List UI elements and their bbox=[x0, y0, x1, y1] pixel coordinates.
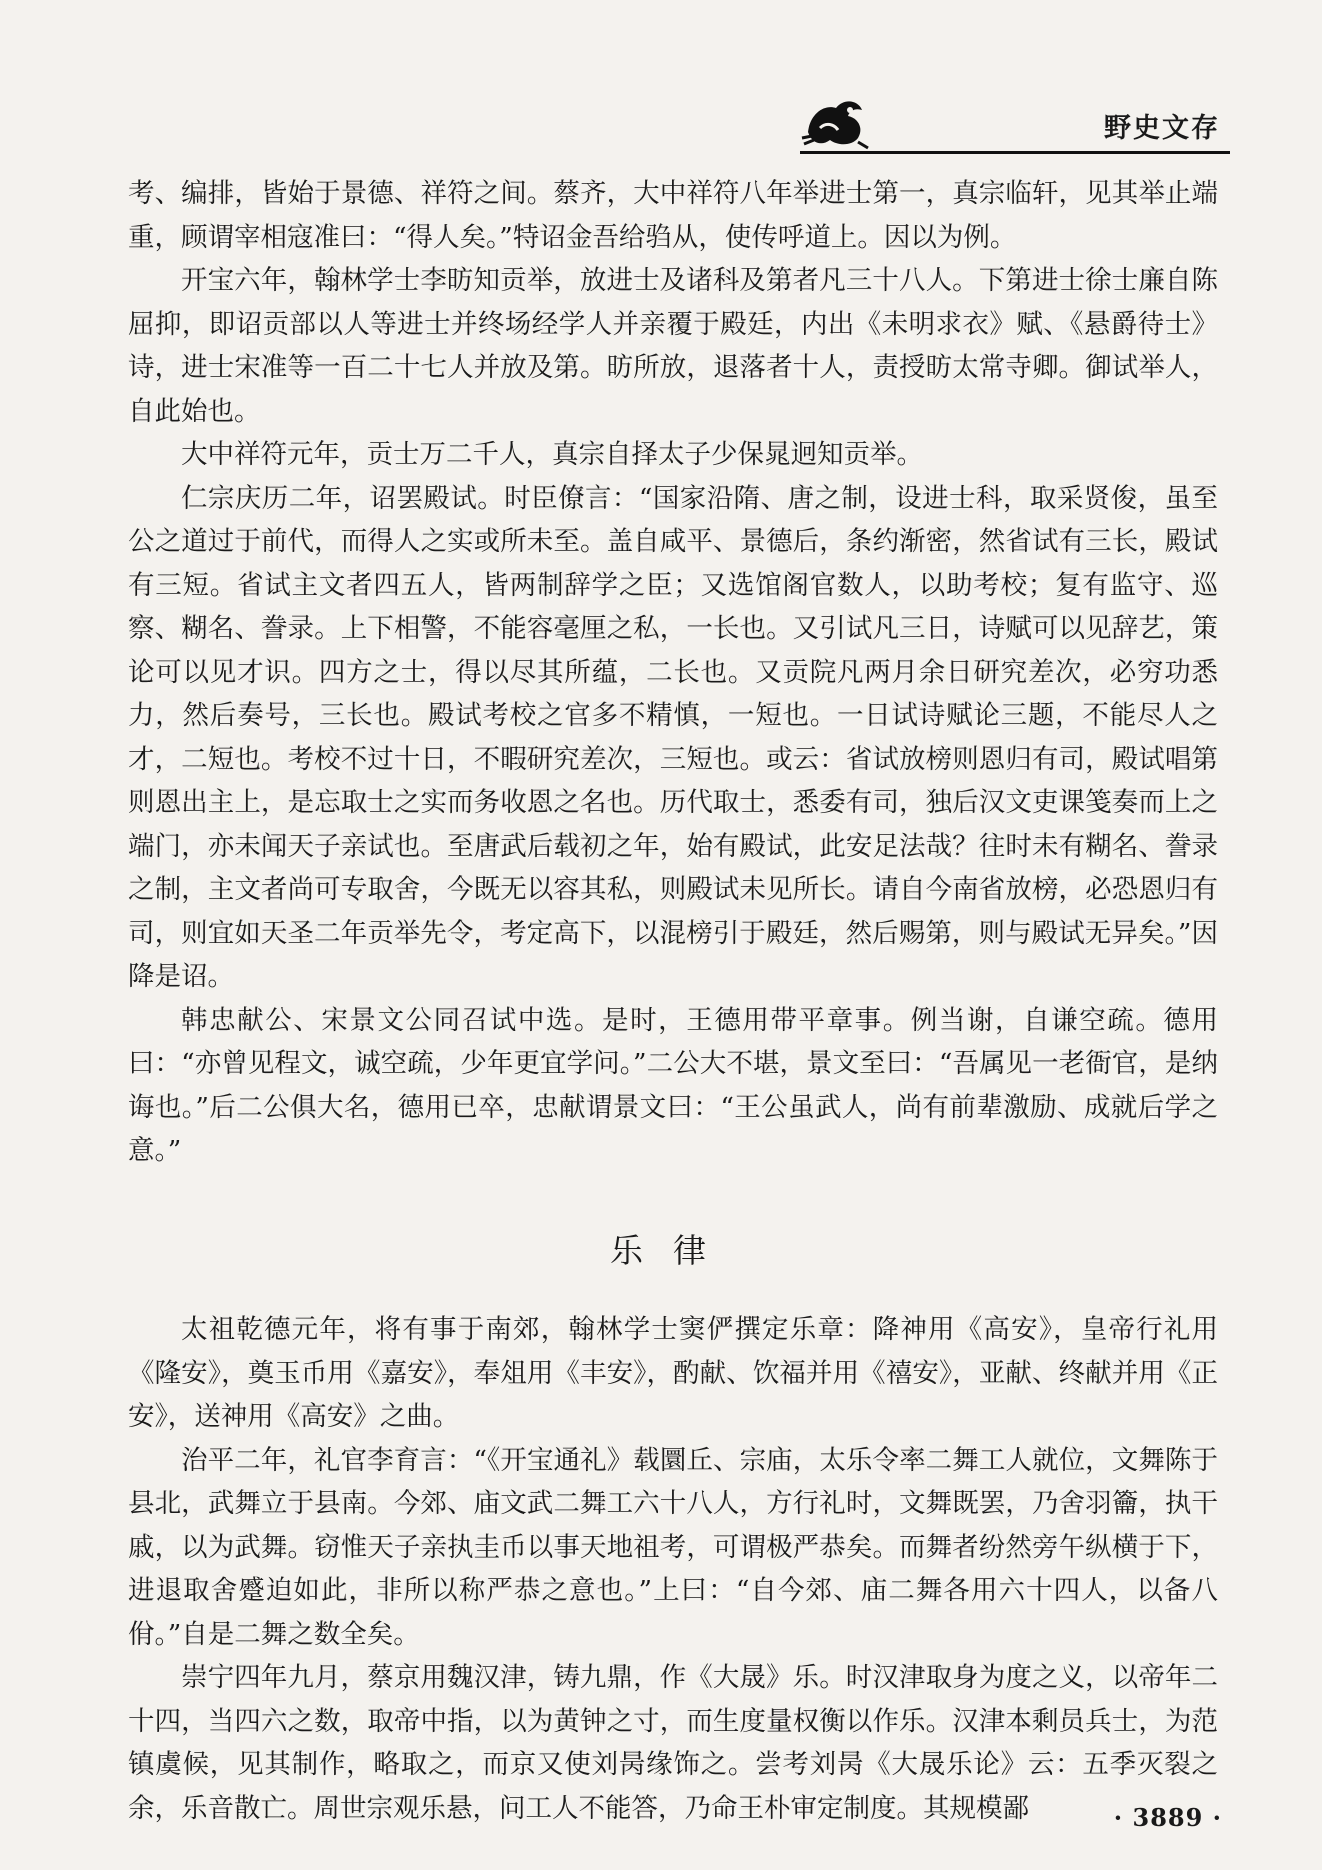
paragraph: 治平二年，礼官李育言：“《开宝通礼》载圜丘、宗庙，太乐令率二舞工人就位，文舞陈于县北，武舞立于县南。今郊、庙文武二舞工六十八人，方行礼时，文舞既罢，乃舍羽籥，执干戚，以为武舞。窃惟天子亲执圭币以事天地祖考，可谓极严恭矣。而舞者纷然旁午纵横于下，进退取舍蹙迫如此，非所以称严恭之意也。”上曰：“自今郊、庙二舞各用六十四人，以备八佾。”自是二舞之数全矣。 bbox=[128, 1444, 1218, 1650]
header-title: 野史文存 bbox=[1104, 113, 1220, 144]
paragraph: 韩忠献公、宋景文公同召试中选。是时，王德用带平章事。例当谢，自谦空疏。德用曰：“亦曾见程文，诚空疏，少年更宜学问。”二公大不堪，景文至曰：“吾属见一老衙官，是纳诲也。”后二公俱大名，德用已卒，忠献谓景文曰：“王公虽武人，尚有前辈激励、成就后学之意。” bbox=[128, 1004, 1218, 1166]
header-rule bbox=[800, 151, 1230, 154]
paragraph: 考、编排，皆始于景德、祥符之间。蔡齐，大中祥符八年举进士第一，真宗临轩，见其举止端重，顾谓宰相寇准曰：“得人矣。”特诏金吾给驺从，使传呼道上。因以为例。 bbox=[128, 178, 1218, 253]
section-title: 乐律 bbox=[610, 1230, 736, 1270]
paragraph: 大中祥符元年，贡士万二千人，真宗自择太子少保晁迥知贡举。 bbox=[181, 439, 923, 470]
paragraph: 崇宁四年九月，蔡京用魏汉津，铸九鼎，作《大晟》乐。时汉津取身为度之义，以帝年二十四，当四六之数，取帝中指，以为黄钟之寸，而生度量权衡以作乐。汉津本剩员兵士，为范镇虞候，见其制作，略取之，而京又使刘昺缘饰之。尝考刘昺《大晟乐论》云：五季灭裂之余，乐音散亡。周世宗观乐悬，问工人不能答，乃命王朴审定制度。其规模鄙 bbox=[128, 1662, 1218, 1824]
paragraph: 开宝六年，翰林学士李昉知贡举，放进士及诸科及第者凡三十八人。下第进士徐士廉自陈屈抑，即诏贡部以人等进士并终场经学人并亲覆于殿廷，内出《未明求衣》赋、《悬爵待士》诗，进士宋准等一百二十七人并放及第。昉所放，退落者十人，责授昉太常寺卿。御试举人，自此始也。 bbox=[128, 265, 1218, 427]
main-text bbox=[128, 172, 1218, 1830]
page-number: · 3889 · bbox=[1113, 1803, 1222, 1832]
paragraph: 仁宗庆历二年，诏罢殿试。时臣僚言：“国家沿隋、唐之制，设进士科，取采贤俊，虽至公之道过于前代，而得人之实或所未至。盖自咸平、景德后，条约渐密，然省试有三长，殿试有三短。省试主文者四五人，皆两制辞学之臣；又选馆阁官数人，以助考校；复有监守、巡察、糊名、誊录。上下相警，不能容毫厘之私，一长也。又引试凡三日，诗赋可以见辞艺，策论可以见才识。四方之士，得以尽其所蕴，二长也。又贡院凡两月余日研究差次，必穷功悉力，然后奏号，三长也。殿试考校之官多不精慎，一短也。一日试诗赋论三题，不能尽人之才，二短也。考校不过十日，不暇研究差次，三短也。或云：省试放榜则恩归有司，殿试唱第则恩出主上，是忘取士之实而务收恩之名也。历代取士，悉委有司，独后汉文吏课笺奏而上之端门，亦未闻天子亲试也。至唐武后载初之年，始有殿试，此安足法哉？往时未有糊名、誊录之制，主文者尚可专取舍，今既无以容其私，则殿试未见所长。请自今南省放榜，必恐恩归有司，则宜如天圣二年贡举先令，考定高下，以混榜引于殿廷，然后赐第，则与殿试无异矣。”因降是诏。 bbox=[128, 482, 1218, 992]
paragraph: 太祖乾德元年，将有事于南郊，翰林学士窦俨撰定乐章：降神用《高安》，皇帝行礼用《隆安》，奠玉币用《嘉安》，奉俎用《丰安》，酌献、饮福并用《禧安》，亚献、终献并用《正安》，送神用《高安》之曲。 bbox=[128, 1314, 1218, 1432]
dragon-emblem-icon bbox=[800, 92, 870, 152]
running-header bbox=[800, 88, 1230, 154]
